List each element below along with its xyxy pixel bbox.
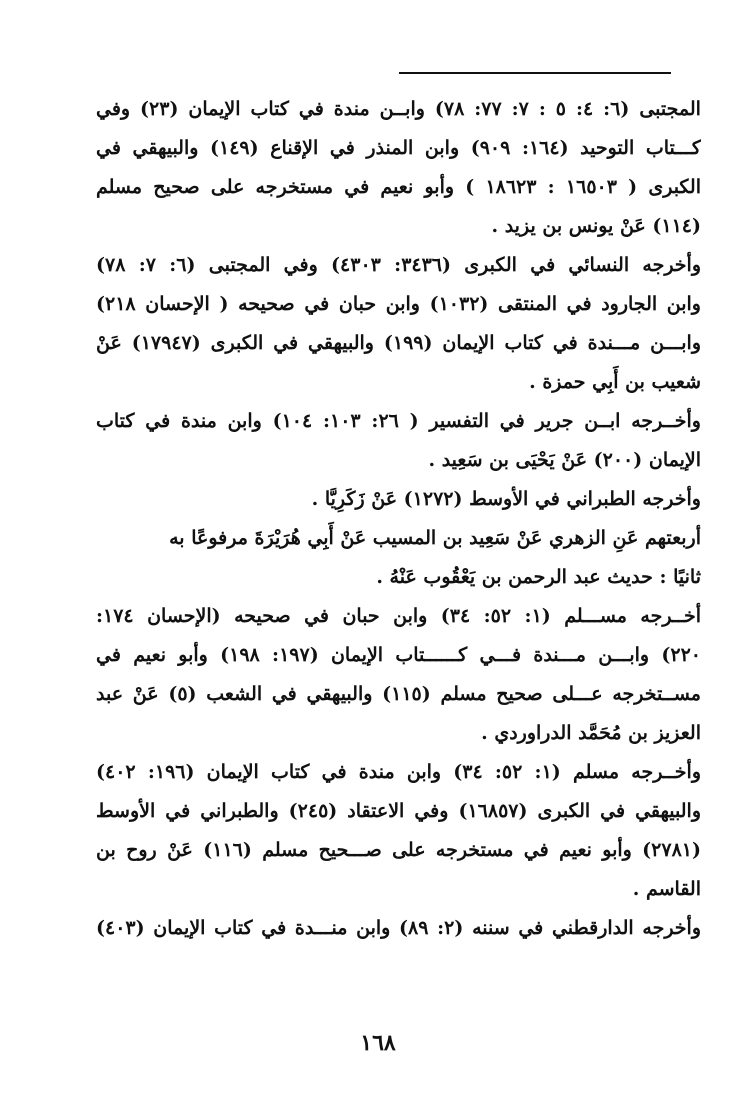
text-line-19: والبيهقي في الكبرى (١٦٨٥٧) وفي الاعتقاد (٢٤٥) والطبراني في الأوسط (96, 800, 701, 822)
text-line-15: ٢٢٠) وابـــن مـــندة فـــي كــــــتاب الإيمان (١٩٧: ١٩٨) وأبو نعيم في (96, 644, 701, 666)
text-line-11: وأخرجه الطبراني في الأوسط (١٢٧٢) عَنْ زَكَرِيَّا . (311, 488, 701, 510)
text-line-10: الإيمان (٢٠٠) عَنْ يَحْيَى بن سَعِيد . (428, 449, 701, 471)
text-line-14: أخــرجه مســـلم (١: ٥٢: ٣٤) وابن حبان في صحيحه (الإحسان ١٧٤: (96, 605, 701, 627)
text-line-1: المجتبى (٦: ٤: ٥ : ٧: ٧٧: ٧٨) وابــن مندة في كتاب الإيمان (٢٣) وفي (96, 98, 701, 120)
text-line-7: وابـــن مـــندة في كتاب الإيمان (١٩٩) والبيهقي في الكبرى (١٧٩٤٧) عَنْ (96, 332, 701, 354)
text-line-6: وابن الجارود في المنتقى (١٠٣٢) وابن حبان في صحيحه ( الإحسان ٢١٨) (96, 293, 701, 315)
text-line-21: القاسم . (632, 878, 701, 900)
text-line-18: وأخــرجه مسلم (١: ٥٢: ٣٤) وابن مندة في كتاب الإيمان (١٩٦: ٤٠٢) (96, 761, 701, 783)
text-line-8: شعيب بن أَبِي حمزة . (529, 371, 701, 393)
text-line-9: وأخــرجه ابــن جرير في التفسير ( ٢٦: ١٠٣: ١٠٤) وابن مندة في كتاب (96, 410, 701, 432)
text-line-22: وأخرجه الدارقطني في سننه (٢: ٨٩) وابن منـــدة في كتاب الإيمان (٤٠٣) (96, 917, 701, 939)
text-line-4: (١١٤) عَنْ يونس بن يزيد . (491, 215, 701, 237)
text-line-2: كـــتاب التوحيد (١٦٤: ٩٠٩) وابن المنذر في الإقناع (١٤٩) والبيهقي في (96, 137, 701, 159)
text-line-17: العزيز بن مُحَمَّد الدراوردي . (481, 722, 701, 744)
text-line-13: ثانيًا : حديث عبد الرحمن بن يَعْقُوب عَنْهُ . (376, 566, 701, 588)
footnote-text-block (96, 90, 701, 948)
page-number: ١٦٨ (360, 1030, 396, 1056)
text-line-5: وأخرجه النسائي في الكبرى (٣٤٣٦: ٤٣٠٣) وفي المجتبى (٦: ٧: ٧٨) (96, 254, 701, 276)
text-line-3: الكبرى ( ١٦٥٠٣ : ١٨٦٢٣ ) وأبو نعيم في مستخرجه على صحيح مسلم (96, 176, 701, 198)
text-line-12: أربعتهم عَنِ الزهري عَنْ سَعِيد بن المسيب عَنْ أَبِي هُرَيْرَةَ مرفوعًا به (169, 527, 701, 549)
footnote-separator-rule (399, 72, 671, 74)
text-line-16: مســتخرجه عـــلى صحيح مسلم (١١٥) والبيهقي في الشعب (٥) عَنْ عبد (96, 683, 701, 705)
text-line-20: (٢٧٨١) وأبو نعيم في مستخرجه على صـــحيح مسلم (١١٦) عَنْ روح بن (96, 839, 701, 861)
